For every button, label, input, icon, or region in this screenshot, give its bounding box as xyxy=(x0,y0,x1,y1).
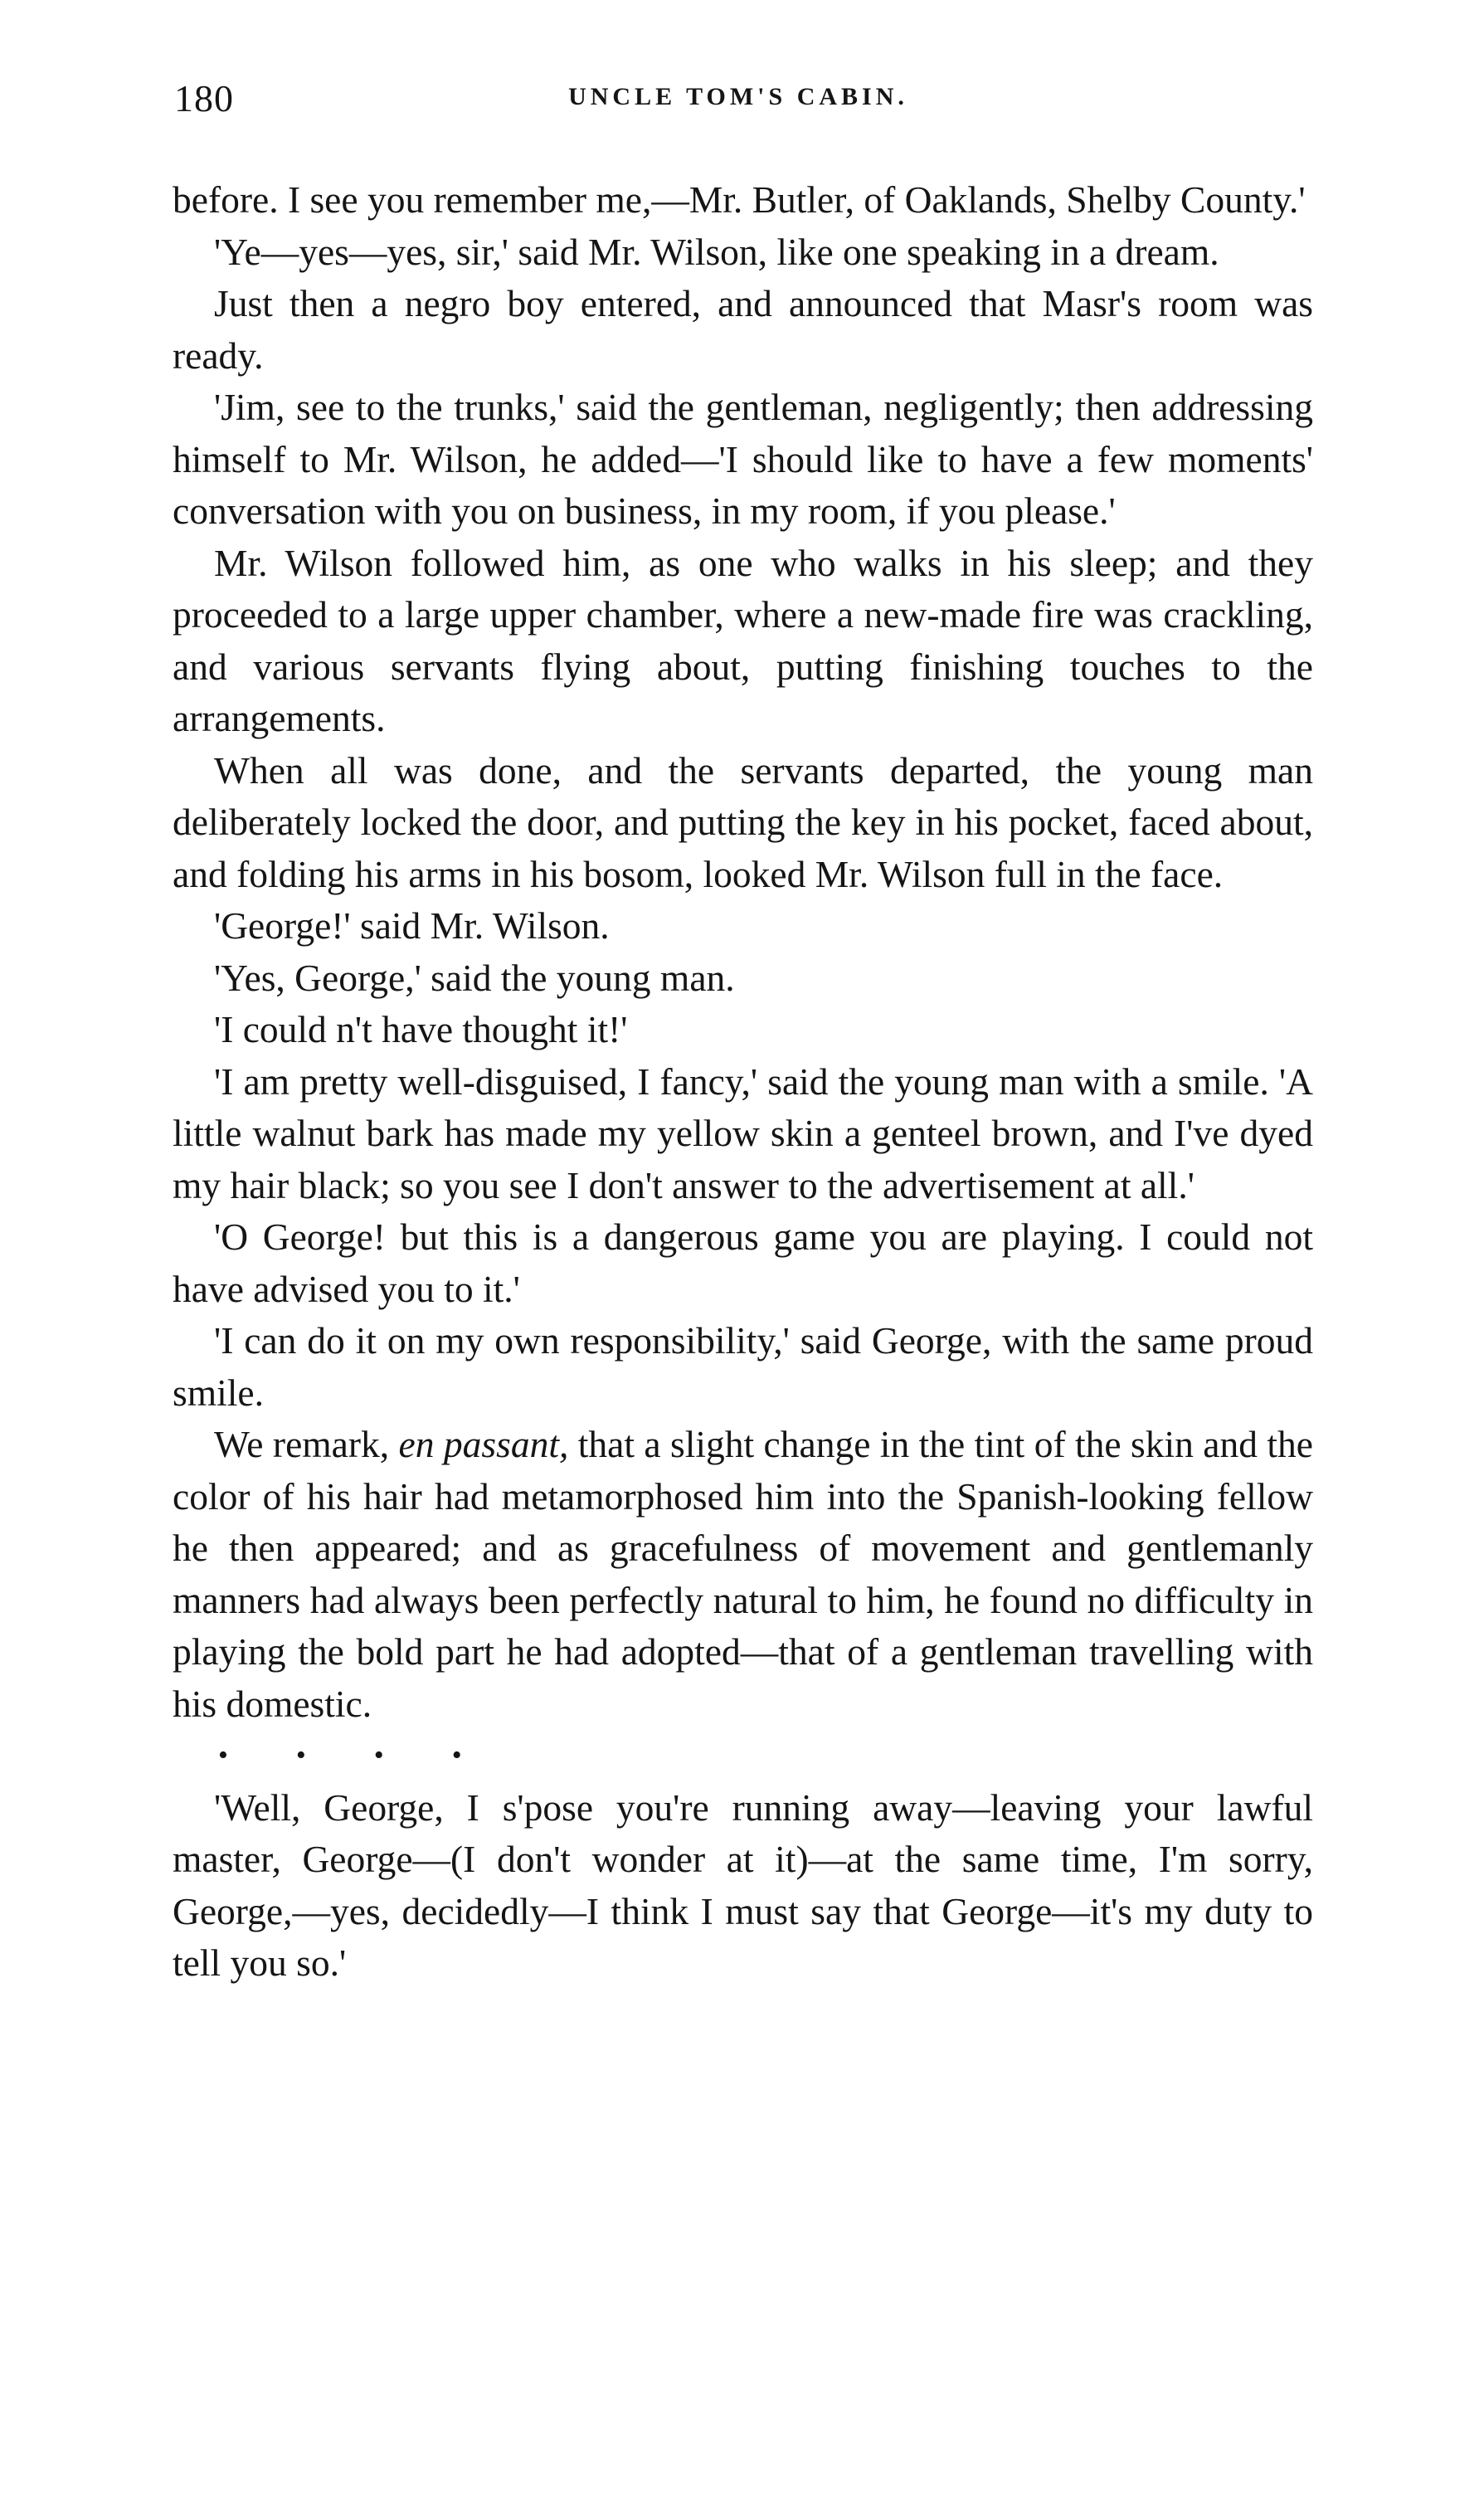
italic-phrase: en passant, xyxy=(398,1423,569,1465)
remark-paragraph xyxy=(173,1419,1313,1730)
paragraph: 'Yes, George,' said the young man. xyxy=(214,956,735,999)
section-break-dots: •••• xyxy=(218,1740,530,1771)
paragraph: Just then a negro boy entered, and announced that Masr's room was ready. xyxy=(173,282,1313,377)
page-header xyxy=(174,76,1302,126)
paragraph: 'Ye—yes—yes, sir,' said Mr. Wilson, like one speaking in a dream. xyxy=(214,230,1219,273)
remark-text-end: that a slight change in the tint of the skin and the color of his hair had metamorphosed him into the Spanish-looking fellow he then appeared; and as gracefulness of movement and gentlemanly manners had always been perfectly natural to him, he found no difficulty in playing the bold part he had adopted—that of a gentleman travelling with his domestic. xyxy=(173,1423,1313,1725)
paragraph: 'Jim, see to the trunks,' said the gentleman, negligently; then addressing himself to Mr. Wilson, he added—'I should like to have a few moments' conversation with you on business, in my room, if you please.' xyxy=(173,386,1313,532)
paragraph: 'I could n't have thought it!' xyxy=(214,1008,628,1050)
paragraph: 'I can do it on my own responsibility,' said George, with the same proud smile. xyxy=(173,1319,1313,1414)
final-paragraph: 'Well, George, I s'pose you're running away—leaving your lawful master, George—(I don't wonder at it)—at the same time, I'm sorry, George,—yes, decidedly—I think I must say that George—it's my duty to tell you so.' xyxy=(173,1786,1313,1984)
remark-text-start: We remark, xyxy=(214,1423,399,1465)
paragraph: When all was done, and the servants departed, the young man deliberately locked the door, and putting the key in his pocket, faced about, and folding his arms in his bosom, looked Mr. Wilson full in the face. xyxy=(173,748,1313,895)
running-head: UNCLE TOM'S CABIN. xyxy=(568,83,908,110)
paragraph: 'George!' said Mr. Wilson. xyxy=(214,904,610,947)
page-number: 180 xyxy=(174,77,234,119)
paragraph: Mr. Wilson followed him, as one who walks in his sleep; and they proceeded to a large upper chamber, where a new-made fire was crackling, and various servants flying about, putting finishing touches to the arrangements. xyxy=(173,541,1313,739)
paragraph: 'O George! but this is a dangerous game you are playing. I could not have advised you to it.' xyxy=(173,1216,1313,1310)
paragraph: 'I am pretty well-disguised, I fancy,' said the young man with a smile. 'A little walnut bark has made my yellow skin a genteel brown, and I've dyed my hair black; so you see I don't answer to the advertisement at all.' xyxy=(173,1060,1313,1206)
body-text xyxy=(173,174,1313,1990)
paragraph: before. I see you remember me,—Mr. Butler, of Oaklands, Shelby County.' xyxy=(173,178,1306,221)
